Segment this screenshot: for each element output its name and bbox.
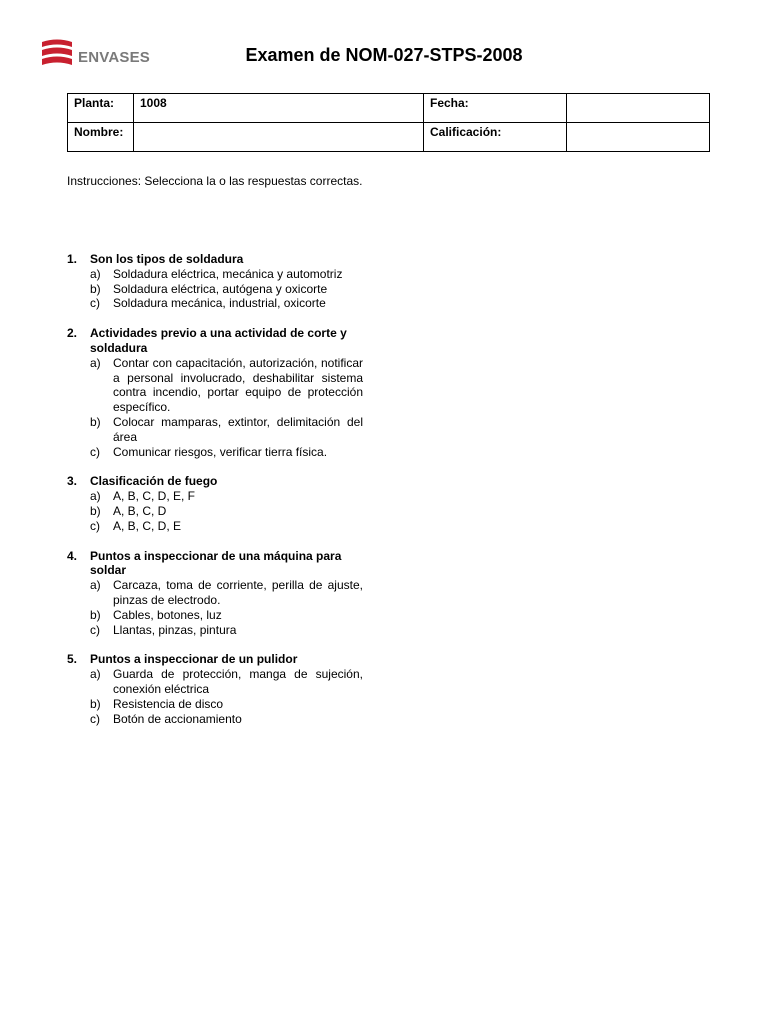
option-text: Guarda de protección, manga de sujeción, conexión eléctrica — [113, 667, 363, 696]
option-text: A, B, C, D — [113, 503, 167, 518]
option-letter: b) — [90, 281, 101, 296]
question-number: 5. — [67, 652, 78, 667]
option-letter: c) — [90, 296, 100, 311]
option-text: Comunicar riesgos, verificar tierra física. — [113, 444, 328, 459]
option-letter: a) — [90, 489, 101, 504]
option-letter: b) — [90, 607, 101, 622]
option-text: Soldadura eléctrica, autógena y oxicorte — [113, 281, 328, 296]
option-letter: a) — [90, 266, 101, 281]
answer-option[interactable] — [67, 415, 363, 445]
answer-option[interactable] — [67, 623, 363, 638]
nombre-label: Nombre: — [68, 123, 134, 152]
question-5 — [67, 652, 363, 726]
option-text: Colocar mamparas, extintor, delimitación del área — [113, 414, 363, 444]
envases-logo — [40, 39, 180, 73]
calificacion-label: Calificación: — [424, 123, 567, 152]
option-text: Llantas, pinzas, pintura — [113, 622, 237, 637]
question-3 — [67, 474, 363, 533]
option-text: Cables, botones, luz — [113, 607, 222, 622]
option-letter: c) — [90, 711, 100, 726]
planta-value[interactable]: 1008 — [134, 94, 424, 123]
answer-option[interactable] — [67, 504, 363, 519]
option-letter: b) — [90, 503, 101, 518]
question-text: Actividades previo a una actividad de corte y soldadura — [90, 326, 347, 355]
fecha-label: Fecha: — [424, 94, 567, 123]
answer-option[interactable] — [67, 356, 363, 415]
answer-option[interactable] — [67, 267, 363, 282]
page-title: Examen de NOM-027-STPS-2008 — [245, 45, 523, 65]
instructions-text: Instrucciones: Selecciona la o las respuestas correctas. — [67, 174, 363, 188]
logo-text: ENVASES — [78, 49, 150, 66]
answer-option[interactable] — [67, 296, 363, 311]
option-text: A, B, C, D, E, F — [113, 489, 196, 504]
option-text: Carcaza, toma de corriente, perilla de ajuste, pinzas de electrodo. — [113, 578, 363, 607]
answer-option[interactable] — [67, 489, 363, 504]
envases-logo-icon — [40, 39, 74, 71]
answer-option[interactable] — [67, 697, 363, 712]
question-text: Puntos a inspeccionar de una máquina para soldar — [90, 548, 342, 578]
answer-option[interactable] — [67, 445, 363, 460]
answer-option[interactable] — [67, 608, 363, 623]
table-row — [68, 123, 710, 152]
option-text: Soldadura eléctrica, mecánica y automotriz — [113, 266, 343, 281]
question-number: 3. — [67, 474, 78, 489]
answer-option[interactable] — [67, 519, 363, 534]
question-text: Son los tipos de soldadura — [90, 252, 244, 266]
nombre-field[interactable] — [134, 123, 424, 152]
answer-option[interactable] — [67, 282, 363, 297]
question-number: 4. — [67, 548, 78, 563]
option-text: Resistencia de disco — [113, 696, 224, 711]
option-text: Botón de accionamiento — [113, 711, 242, 726]
option-text: Contar con capacitación, autorización, notificar a personal involucrado, deshabilitar sistema contra incendio, portar equipo de protección específico. — [113, 355, 363, 415]
answer-option[interactable] — [67, 712, 363, 727]
calificacion-field[interactable] — [567, 123, 710, 152]
option-letter: a) — [90, 667, 101, 682]
info-table — [67, 93, 710, 152]
option-letter: c) — [90, 444, 100, 459]
question-text: Clasificación de fuego — [90, 474, 218, 489]
question-number: 1. — [67, 252, 78, 266]
question-text: Puntos a inspeccionar de un pulidor — [90, 652, 298, 667]
option-letter: c) — [90, 518, 100, 533]
answer-option[interactable] — [67, 667, 363, 697]
question-number: 2. — [67, 326, 78, 341]
option-letter: b) — [90, 696, 101, 711]
option-letter: a) — [90, 578, 101, 593]
question-1 — [67, 252, 363, 311]
fecha-field[interactable] — [567, 94, 710, 123]
option-text: A, B, C, D, E — [113, 518, 182, 533]
option-letter: c) — [90, 622, 100, 637]
table-row — [68, 94, 710, 123]
option-letter: b) — [90, 414, 101, 429]
option-text: Soldadura mecánica, industrial, oxicorte — [113, 296, 326, 311]
option-letter: a) — [90, 355, 101, 370]
planta-label: Planta: — [68, 94, 134, 123]
question-2 — [67, 326, 363, 459]
answer-option[interactable] — [67, 578, 363, 608]
question-4 — [67, 549, 363, 638]
questions-list — [67, 252, 363, 741]
